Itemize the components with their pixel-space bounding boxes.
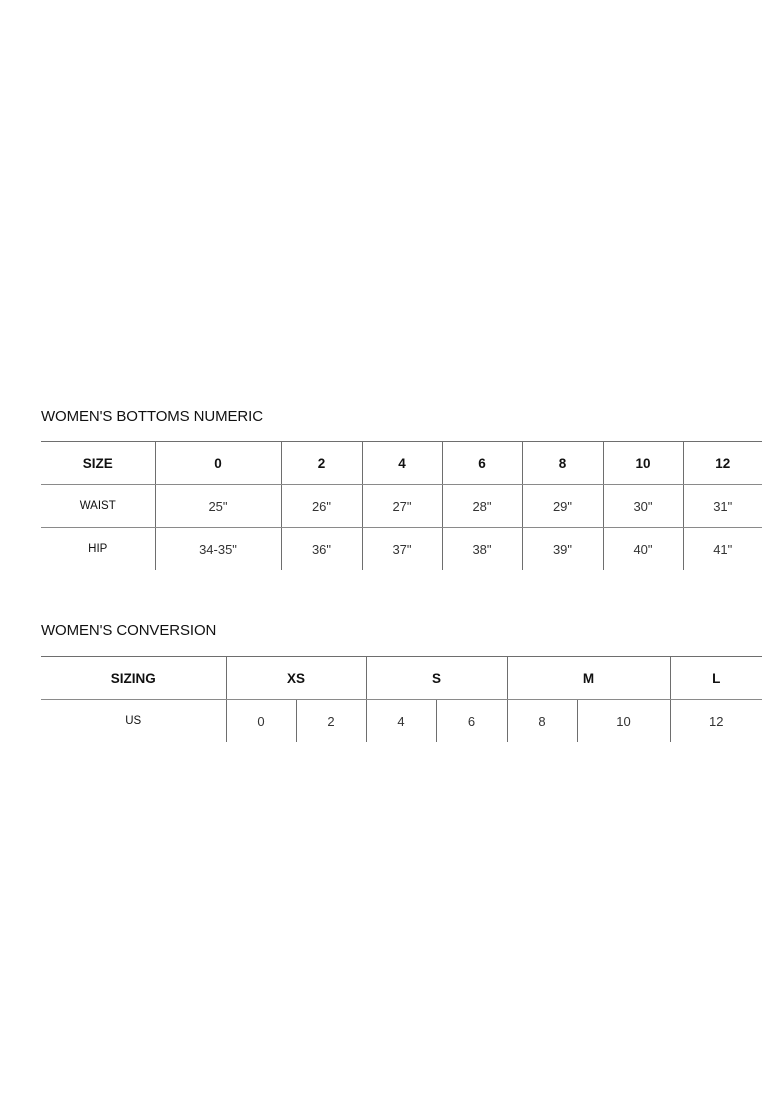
hip-value: 34-35"	[155, 528, 281, 571]
size-group-header-m: M	[507, 657, 670, 700]
size-column-header: 2	[281, 442, 362, 485]
table-header-row	[41, 657, 762, 700]
table-row	[41, 700, 762, 743]
size-group-header-l: L	[670, 657, 762, 700]
waist-value: 28"	[442, 485, 522, 528]
size-group-header-xs: XS	[226, 657, 366, 700]
size-header-label: SIZE	[41, 442, 155, 485]
waist-row-label: WAIST	[41, 485, 155, 528]
waist-value: 30"	[603, 485, 683, 528]
waist-value: 29"	[522, 485, 603, 528]
bottoms-numeric-title: WOMEN'S BOTTOMS NUMERIC	[41, 408, 263, 425]
table-row	[41, 528, 762, 571]
size-column-header: 12	[683, 442, 762, 485]
us-size-value: 8	[507, 700, 577, 743]
hip-value: 37"	[362, 528, 442, 571]
hip-row-label: HIP	[88, 543, 108, 555]
size-column-header: 10	[603, 442, 683, 485]
table-header-row	[41, 442, 762, 485]
waist-value: 27"	[362, 485, 442, 528]
hip-value: 41"	[683, 528, 762, 571]
conversion-title: WOMEN'S CONVERSION	[41, 622, 217, 639]
conversion-table	[41, 656, 762, 742]
table-row	[41, 485, 762, 528]
size-column-header: 4	[362, 442, 442, 485]
size-column-header: 8	[522, 442, 603, 485]
hip-value: 38"	[442, 528, 522, 571]
us-size-value: 12	[670, 700, 762, 743]
us-size-value: 4	[366, 700, 436, 743]
us-size-value: 10	[577, 700, 670, 743]
size-group-header-s: S	[366, 657, 507, 700]
bottoms-numeric-table	[41, 441, 762, 570]
waist-value: 25"	[155, 485, 281, 528]
us-size-value: 0	[226, 700, 296, 743]
waist-value: 31"	[683, 485, 762, 528]
us-row-label: US	[125, 715, 142, 727]
hip-value: 40"	[603, 528, 683, 571]
us-size-value: 6	[436, 700, 507, 743]
hip-value: 36"	[281, 528, 362, 571]
size-column-header: 6	[442, 442, 522, 485]
us-size-value: 2	[296, 700, 366, 743]
size-column-header: 0	[155, 442, 281, 485]
waist-value: 26"	[281, 485, 362, 528]
sizing-header-label: SIZING	[41, 657, 226, 700]
hip-value: 39"	[522, 528, 603, 571]
